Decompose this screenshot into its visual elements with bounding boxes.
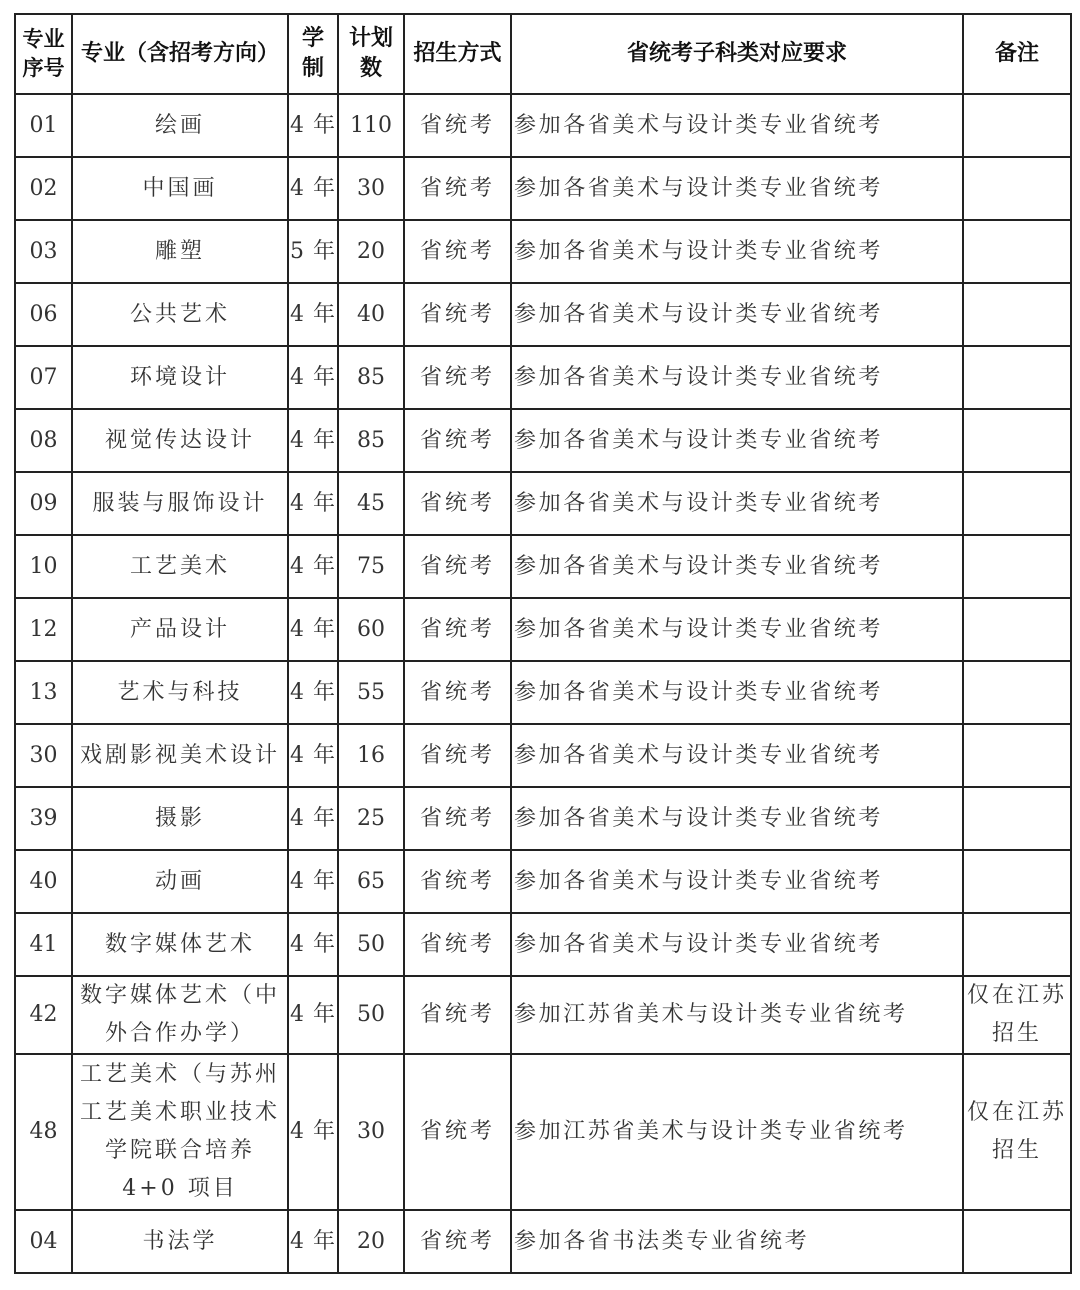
cell-note (963, 661, 1071, 724)
cell-note (963, 1210, 1071, 1273)
cell-requirement: 参加江苏省美术与设计类专业省统考 (511, 976, 963, 1054)
cell-duration: 5 年 (288, 220, 338, 283)
cell-method: 省统考 (404, 283, 511, 346)
cell-seq: 12 (15, 598, 72, 661)
cell-plan: 85 (338, 409, 404, 472)
cell-plan: 60 (338, 598, 404, 661)
cell-seq: 07 (15, 346, 72, 409)
table-row (15, 598, 1071, 661)
cell-method: 省统考 (404, 220, 511, 283)
table-row (15, 850, 1071, 913)
cell-requirement: 参加各省美术与设计类专业省统考 (511, 283, 963, 346)
cell-method: 省统考 (404, 913, 511, 976)
cell-method: 省统考 (404, 598, 511, 661)
cell-requirement: 参加各省美术与设计类专业省统考 (511, 787, 963, 850)
header-plan: 计划数 (338, 14, 404, 94)
cell-plan: 16 (338, 724, 404, 787)
cell-seq: 13 (15, 661, 72, 724)
table-row (15, 94, 1071, 157)
cell-method: 省统考 (404, 94, 511, 157)
cell-note (963, 283, 1071, 346)
cell-note (963, 787, 1071, 850)
cell-duration: 4 年 (288, 976, 338, 1054)
cell-note (963, 94, 1071, 157)
table-row (15, 1210, 1071, 1273)
cell-note (963, 409, 1071, 472)
cell-seq: 42 (15, 976, 72, 1054)
cell-major: 数字媒体艺术（中外合作办学） (72, 976, 288, 1054)
cell-method: 省统考 (404, 157, 511, 220)
cell-duration: 4 年 (288, 913, 338, 976)
cell-plan: 30 (338, 157, 404, 220)
cell-method: 省统考 (404, 976, 511, 1054)
cell-plan: 25 (338, 787, 404, 850)
cell-method: 省统考 (404, 409, 511, 472)
cell-seq: 08 (15, 409, 72, 472)
cell-major: 动画 (72, 850, 288, 913)
cell-duration: 4 年 (288, 472, 338, 535)
cell-requirement: 参加各省美术与设计类专业省统考 (511, 598, 963, 661)
cell-note (963, 346, 1071, 409)
cell-duration: 4 年 (288, 94, 338, 157)
header-major: 专业（含招考方向） (72, 14, 288, 94)
cell-requirement: 参加江苏省美术与设计类专业省统考 (511, 1054, 963, 1210)
cell-seq: 48 (15, 1054, 72, 1210)
cell-duration: 4 年 (288, 787, 338, 850)
cell-duration: 4 年 (288, 598, 338, 661)
cell-note: 仅在江苏招生 (963, 976, 1071, 1054)
cell-seq: 30 (15, 724, 72, 787)
cell-note: 仅在江苏招生 (963, 1054, 1071, 1210)
cell-plan: 20 (338, 220, 404, 283)
cell-duration: 4 年 (288, 724, 338, 787)
table-row (15, 535, 1071, 598)
table-row (15, 913, 1071, 976)
cell-major: 工艺美术（与苏州工艺美术职业技术学院联合培养 4+0 项目 (72, 1054, 288, 1210)
cell-seq: 10 (15, 535, 72, 598)
admissions-table (14, 13, 1072, 1274)
cell-method: 省统考 (404, 850, 511, 913)
cell-requirement: 参加各省美术与设计类专业省统考 (511, 346, 963, 409)
cell-major: 产品设计 (72, 598, 288, 661)
cell-seq: 06 (15, 283, 72, 346)
cell-seq: 01 (15, 94, 72, 157)
cell-requirement: 参加各省美术与设计类专业省统考 (511, 850, 963, 913)
table-row (15, 409, 1071, 472)
cell-duration: 4 年 (288, 535, 338, 598)
table-row (15, 472, 1071, 535)
header-note: 备注 (963, 14, 1071, 94)
cell-major: 戏剧影视美术设计 (72, 724, 288, 787)
table-body (15, 94, 1071, 1273)
cell-requirement: 参加各省美术与设计类专业省统考 (511, 913, 963, 976)
cell-duration: 4 年 (288, 157, 338, 220)
cell-requirement: 参加各省美术与设计类专业省统考 (511, 535, 963, 598)
cell-duration: 4 年 (288, 1054, 338, 1210)
cell-plan: 110 (338, 94, 404, 157)
cell-major: 摄影 (72, 787, 288, 850)
header-row (15, 14, 1071, 94)
cell-requirement: 参加各省美术与设计类专业省统考 (511, 724, 963, 787)
cell-plan: 40 (338, 283, 404, 346)
cell-major: 服装与服饰设计 (72, 472, 288, 535)
cell-plan: 20 (338, 1210, 404, 1273)
cell-method: 省统考 (404, 1210, 511, 1273)
cell-seq: 41 (15, 913, 72, 976)
cell-method: 省统考 (404, 346, 511, 409)
cell-note (963, 472, 1071, 535)
header-seq: 专业序号 (15, 14, 72, 94)
table-row (15, 661, 1071, 724)
cell-duration: 4 年 (288, 409, 338, 472)
cell-method: 省统考 (404, 535, 511, 598)
cell-note (963, 535, 1071, 598)
cell-requirement: 参加各省美术与设计类专业省统考 (511, 157, 963, 220)
cell-duration: 4 年 (288, 346, 338, 409)
cell-method: 省统考 (404, 787, 511, 850)
cell-major: 绘画 (72, 94, 288, 157)
cell-seq: 40 (15, 850, 72, 913)
cell-method: 省统考 (404, 472, 511, 535)
table-row (15, 724, 1071, 787)
cell-note (963, 220, 1071, 283)
cell-plan: 55 (338, 661, 404, 724)
cell-requirement: 参加各省美术与设计类专业省统考 (511, 472, 963, 535)
cell-duration: 4 年 (288, 850, 338, 913)
cell-plan: 85 (338, 346, 404, 409)
table-row (15, 1054, 1071, 1210)
cell-note (963, 850, 1071, 913)
cell-seq: 02 (15, 157, 72, 220)
cell-plan: 50 (338, 913, 404, 976)
cell-requirement: 参加各省美术与设计类专业省统考 (511, 409, 963, 472)
cell-note (963, 913, 1071, 976)
cell-requirement: 参加各省书法类专业省统考 (511, 1210, 963, 1273)
cell-seq: 39 (15, 787, 72, 850)
cell-major: 数字媒体艺术 (72, 913, 288, 976)
cell-duration: 4 年 (288, 1210, 338, 1273)
cell-plan: 75 (338, 535, 404, 598)
table-row (15, 283, 1071, 346)
header-method: 招生方式 (404, 14, 511, 94)
cell-requirement: 参加各省美术与设计类专业省统考 (511, 220, 963, 283)
table-row (15, 157, 1071, 220)
cell-duration: 4 年 (288, 661, 338, 724)
cell-note (963, 598, 1071, 661)
header-requirement: 省统考子科类对应要求 (511, 14, 963, 94)
cell-seq: 09 (15, 472, 72, 535)
cell-plan: 65 (338, 850, 404, 913)
cell-seq: 04 (15, 1210, 72, 1273)
cell-plan: 45 (338, 472, 404, 535)
cell-note (963, 724, 1071, 787)
header-duration: 学制 (288, 14, 338, 94)
cell-major: 公共艺术 (72, 283, 288, 346)
table-row (15, 787, 1071, 850)
cell-seq: 03 (15, 220, 72, 283)
table-row (15, 346, 1071, 409)
cell-major: 中国画 (72, 157, 288, 220)
cell-method: 省统考 (404, 1054, 511, 1210)
cell-major: 视觉传达设计 (72, 409, 288, 472)
table-row (15, 220, 1071, 283)
table-row (15, 976, 1071, 1054)
cell-major: 雕塑 (72, 220, 288, 283)
cell-major: 书法学 (72, 1210, 288, 1273)
cell-method: 省统考 (404, 724, 511, 787)
cell-duration: 4 年 (288, 283, 338, 346)
cell-major: 艺术与科技 (72, 661, 288, 724)
cell-major: 工艺美术 (72, 535, 288, 598)
cell-major: 环境设计 (72, 346, 288, 409)
cell-note (963, 157, 1071, 220)
cell-requirement: 参加各省美术与设计类专业省统考 (511, 661, 963, 724)
cell-method: 省统考 (404, 661, 511, 724)
cell-plan: 50 (338, 976, 404, 1054)
cell-plan: 30 (338, 1054, 404, 1210)
cell-requirement: 参加各省美术与设计类专业省统考 (511, 94, 963, 157)
